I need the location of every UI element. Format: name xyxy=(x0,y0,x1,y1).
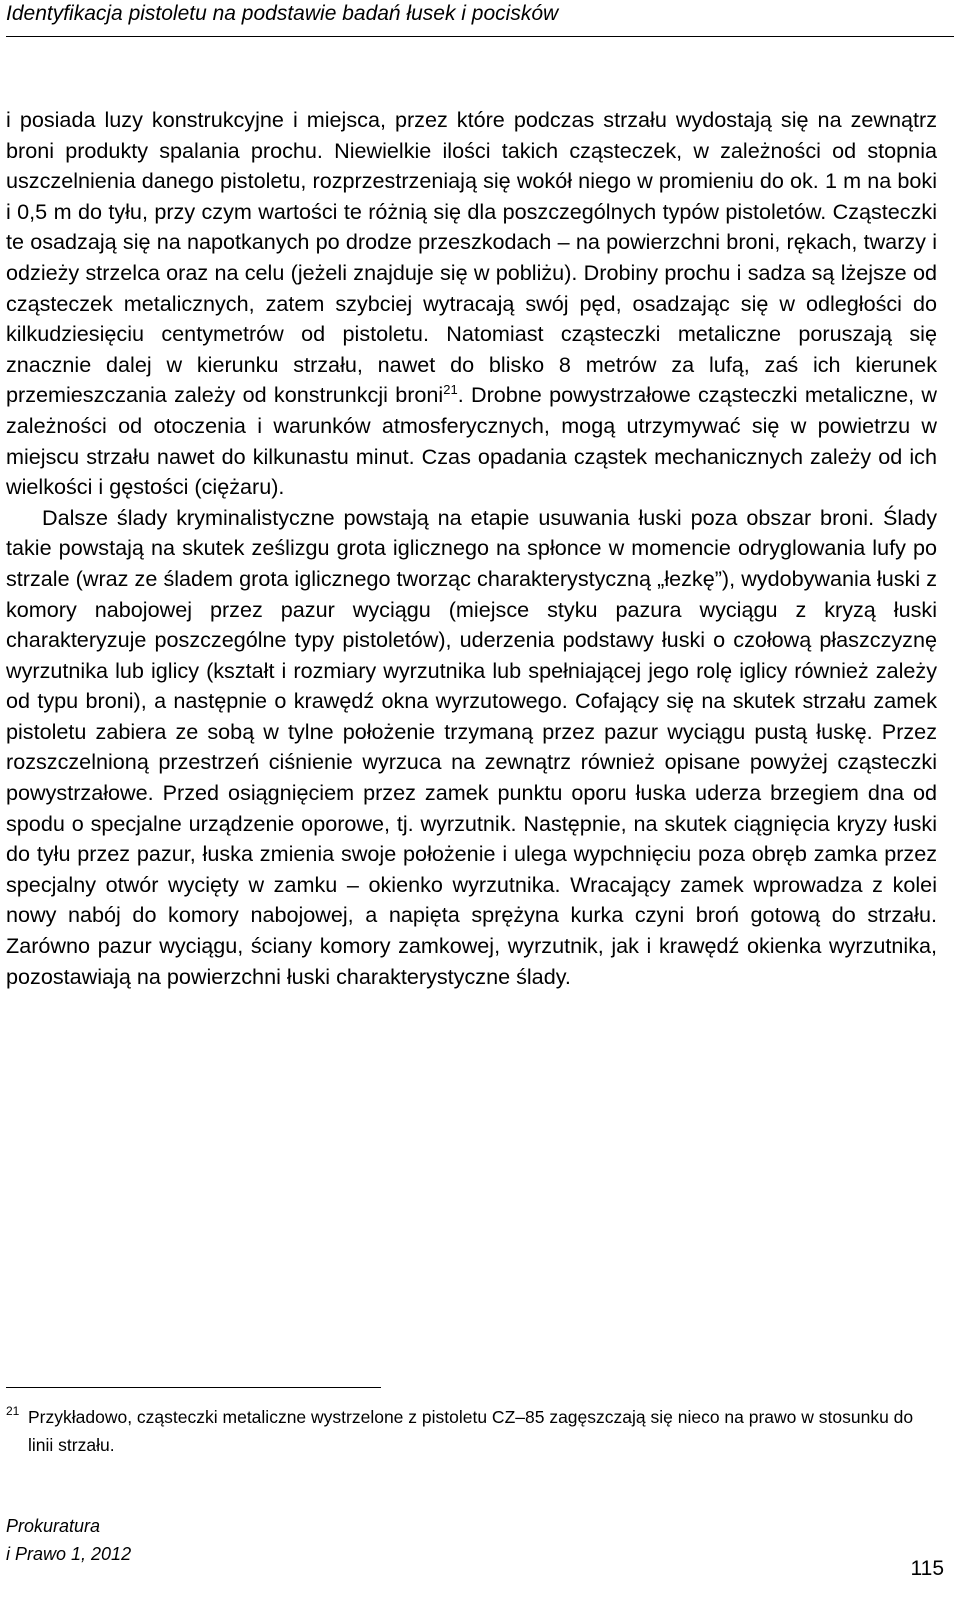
journal-issue: i Prawo 1, 2012 xyxy=(6,1544,132,1564)
main-text xyxy=(6,105,937,992)
footnote-number: 21 xyxy=(6,1404,20,1418)
footnote xyxy=(6,1403,937,1459)
running-header xyxy=(6,0,954,37)
paragraph-2: Dalsze ślady kryminalistyczne powstają na etapie usuwania łuski poza obszar broni. Ślady takie powstają na skutek ześlizgu grota iglicznego na spłonce w momencie odryglowania lufy po strzale (wraz ze śladem grota iglicznego tworząc charakterystyczną „łezkę”), wydobywania łuski z komory nabojowej przez pazur wyciągu (miejsce styku pazura wyciągu z kryzą łuski charakteryzuje poszczególne typy pistoletów), uderzenia podstawy łuski o czołową płaszczyznę wyrzutnika lub iglicy (kształt i rozmiary wyrzutnika lub spełniającej jego rolę iglicy również zależy od typu broni), a następnie o krawędź okna wyrzutowego. Cofający się na skutek strzału zamek pistoletu zabiera ze sobą w tylne położenie trzymaną przez pazur wyciągu pustą łuskę. Przez rozszczelnioną przestrzeń ciśnienie wyrzuca na zewnątrz również opisane powyżej cząsteczki powystrzałowe. Przed osiągnięciem przez zamek punktu oporu łuska uderza brzegiem dna od spodu o specjalne urządzenie oporowe, tj. wyrzutnik. Następnie, na skutek ciągnięcia kryzy łuski do tyłu przez pazur, łuska zmienia swoje położenie i ulega wypchnięciu poza obręb zamka przez specjalny otwór wycięty w zamku – okienko wyrzutnika. Wracający zamek wprowadza z kolei nowy nabój do komory nabojowej, a napięta sprężyna kurka czyni broń gotową do strzału. Zarówno pazur wyciągu, ściany komory zamkowej, wyrzutnik, jak i krawędź okienka wyrzutnika, pozostawiają na powierzchni łuski charakterystyczne ślady. xyxy=(6,504,937,989)
paragraph-1-text-continued: . Drobne powystrzałowe cząsteczki metaliczne, w zależności od otoczenia i warunków atmosferycznych, mogą utrzymywać się w powietrzu w miejscu strzału nawet do kilkunastu minut. Czas opadania cząstek mechanicznych zależy od ich wielkości i gęstości (ciężaru). xyxy=(6,382,937,500)
journal-name: Prokuratura xyxy=(6,1516,101,1536)
footnote-reference[interactable]: 21 xyxy=(443,382,458,398)
page-number: 115 xyxy=(910,1557,944,1580)
running-title: Identyfikacja pistoletu na podstawie badań łusek i pocisków xyxy=(6,2,559,25)
journal-footer xyxy=(6,1512,131,1568)
footnote-separator xyxy=(6,1387,381,1388)
footnote-text: Przykładowo, cząsteczki metaliczne wystrzelone z pistoletu CZ–85 zagęszczają się nieco na prawo w stosunku do linii strzału. xyxy=(28,1407,914,1455)
paragraph-1-text: i posiada luzy konstrukcyjne i miejsca, przez które podczas strzału wydostają się na zewnątrz broni produkty spalania prochu. Niewielkie ilości takich cząsteczek, w zależności od stopnia uszczelnienia danego pistoletu, rozprzestrzeniają się wokół niego w promieniu do ok. 1 m na boki i 0,5 m do tyłu, przy czym wartości te różnią się dla poszczególnych typów pistoletów. Cząsteczki te osadzają się na napotkanych po drodze przeszkodach – na powierzchni broni, rękach, twarzy i odzieży strzelca oraz na celu (jeżeli znajduje się w pobliżu). Drobiny prochu i sadza są lżejsze od cząsteczek metalicznych, zatem szybciej wytracają swój pęd, osadzając się w odległości do kilkudziesięciu centymetrów od pistoletu. Natomiast cząsteczki metaliczne poruszają się znacznie dalej w kierunku strzału, nawet do blisko 8 metrów za lufą, zaś ich kierunek przemieszczania zależy od konstrunkcji broni xyxy=(6,107,937,408)
paragraph-1 xyxy=(6,105,937,503)
